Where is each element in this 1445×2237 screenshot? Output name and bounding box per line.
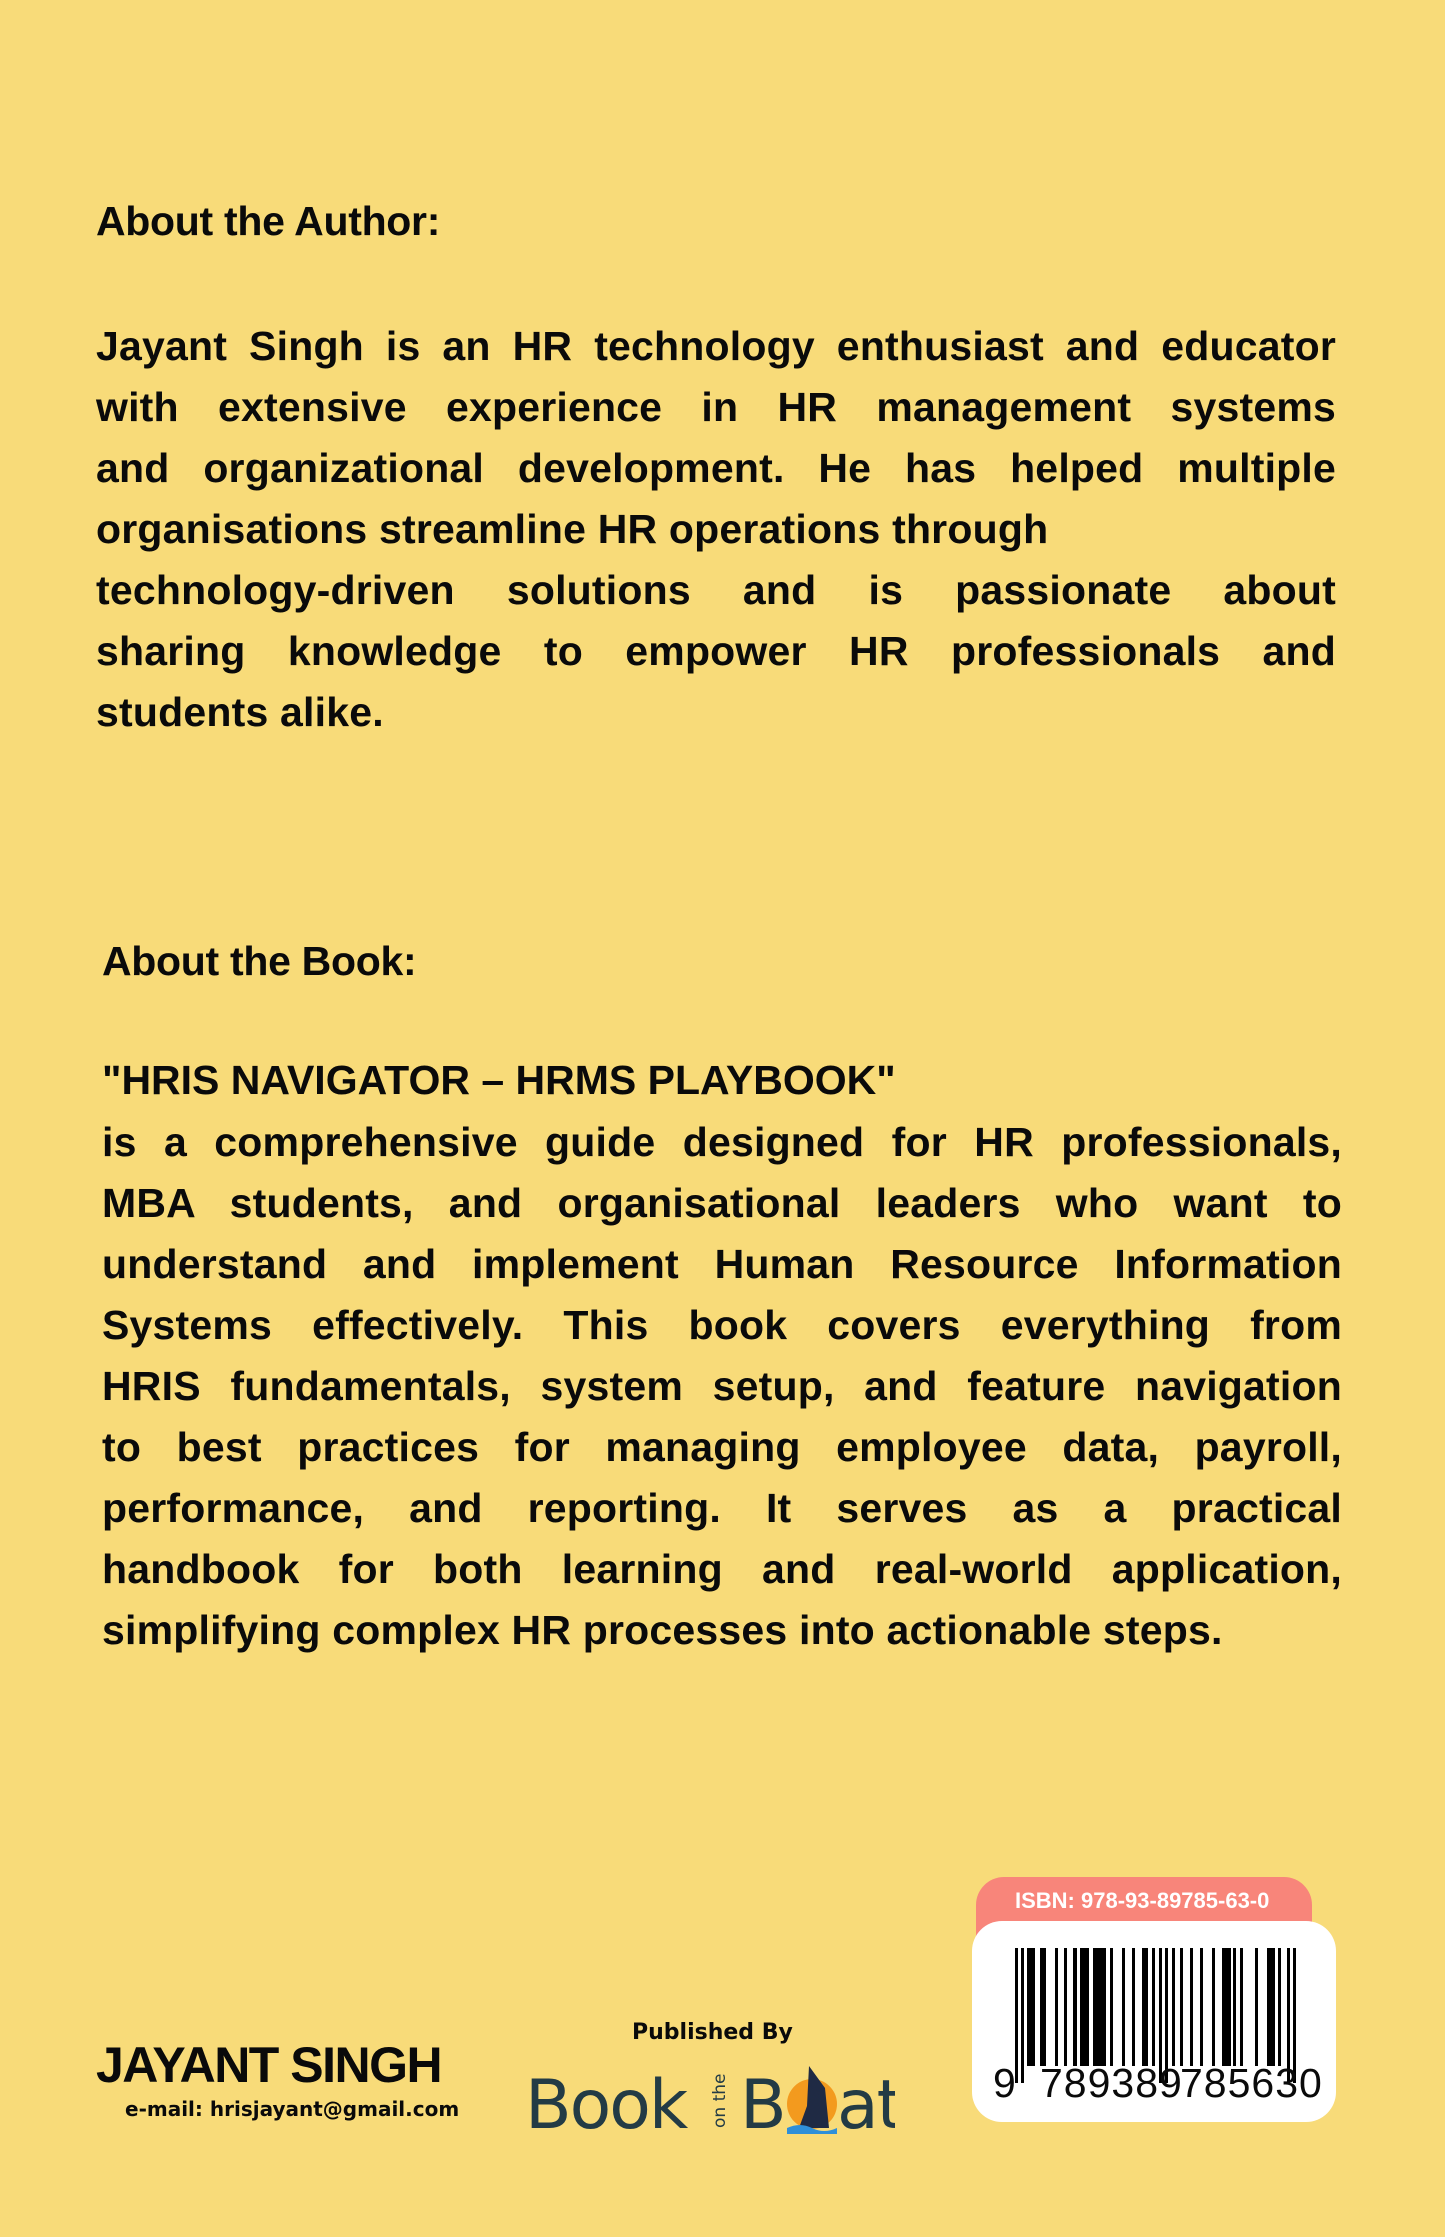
book-description-line: simplifying complex HR processes into actionable steps.: [102, 1607, 1223, 1653]
author-email[interactable]: e-mail: hrisjayant@gmail.com: [125, 2097, 460, 2121]
book-description-line: to best practices for managing employee data, payroll,: [102, 1424, 1342, 1470]
book-description-line: handbook for both learning and real-world application,: [102, 1546, 1342, 1592]
book-description-line: MBA students, and organisational leaders who want to: [102, 1180, 1342, 1226]
book-description-line: HRIS fundamentals, system setup, and feature navigation: [102, 1363, 1342, 1409]
book-title: "HRIS NAVIGATOR – HRMS PLAYBOOK": [102, 1057, 896, 1103]
author-bio-line: Jayant Singh is an HR technology enthusiast and educator: [96, 323, 1336, 369]
author-bio: [96, 316, 1336, 743]
publisher-word-at: at: [837, 2066, 895, 2138]
published-by-label: Published By: [632, 2020, 793, 2045]
author-bio-line: students alike.: [96, 689, 384, 735]
barcode-left-digits: 789389: [1040, 2060, 1183, 2106]
author-bio-line: sharing knowledge to empower HR professionals and: [96, 628, 1336, 674]
about-author-heading: About the Author:: [96, 198, 441, 244]
sailboat-sunset-icon: [787, 2066, 837, 2134]
author-bio-line: technology-driven solutions and is passionate about: [96, 567, 1336, 613]
book-description: [102, 1112, 1342, 1661]
book-description-line: performance, and reporting. It serves as a practical: [102, 1485, 1342, 1531]
barcode-right-digits: 785630: [1180, 2060, 1323, 2106]
publisher-word-book: Book: [525, 2066, 687, 2138]
barcode-lead-digit: 9: [993, 2060, 1016, 2106]
author-bio-line: with extensive experience in HR management systems: [96, 384, 1336, 430]
book-description-line: Systems effectively. This book covers everything from: [102, 1302, 1342, 1348]
author-name: JAYANT SINGH: [96, 2037, 442, 2093]
book-on-the-boat-logo: [525, 2058, 895, 2138]
book-description-line: understand and implement Human Resource Information: [102, 1241, 1342, 1287]
publisher-letter-b: B: [740, 2066, 787, 2138]
about-book-heading: About the Book:: [102, 938, 417, 984]
isbn-label: ISBN: 978-93-89785-63-0: [1015, 1888, 1270, 1913]
book-description-line: is a comprehensive guide designed for HR professionals,: [102, 1119, 1342, 1165]
publisher-word-onthe: on the: [710, 2073, 730, 2128]
author-bio-line: organisations streamline HR operations through: [96, 506, 1049, 552]
publisher-logo: [525, 2058, 895, 2138]
author-bio-line: and organizational development. He has helped multiple: [96, 445, 1336, 491]
